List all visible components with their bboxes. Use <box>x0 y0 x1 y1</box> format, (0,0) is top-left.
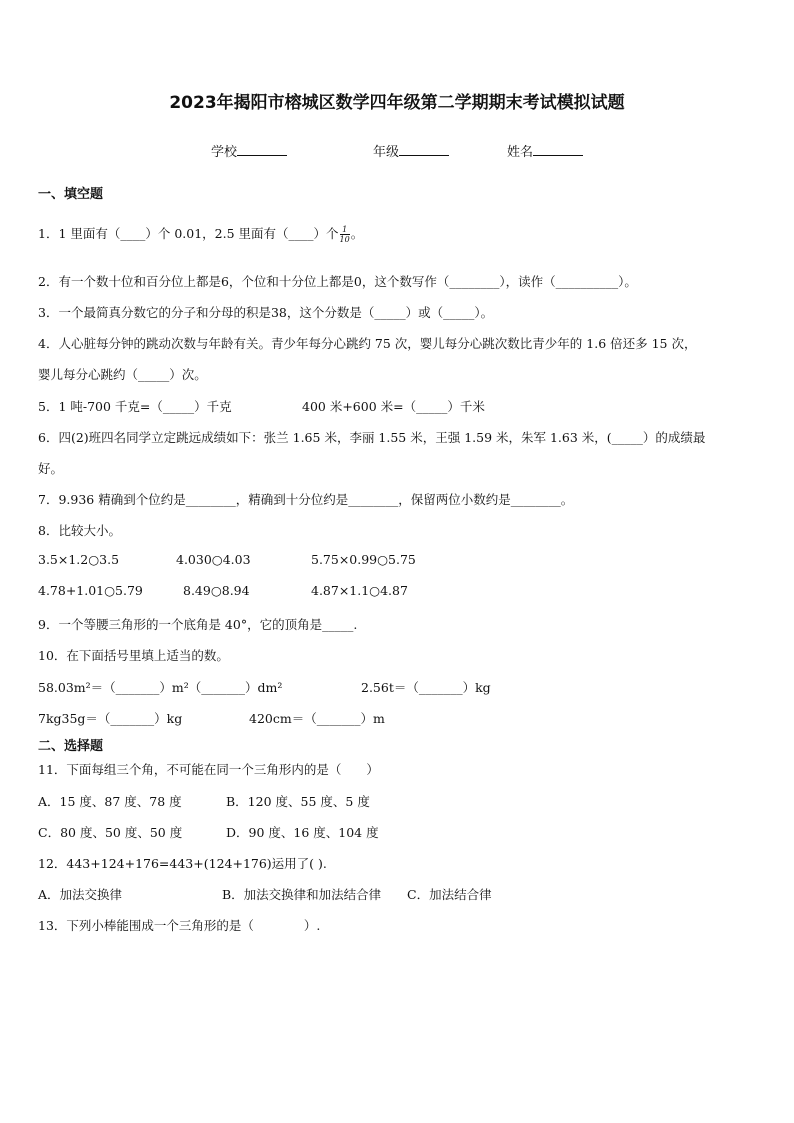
option-11-d: D．90 度、16 度、104 度 <box>226 825 379 840</box>
name-label: 姓名 <box>507 145 534 160</box>
question-12: 12．443+124+176=443+(124+176)运用了( ). <box>38 856 327 871</box>
option-11-c: C．80 度、50 度、50 度 <box>38 825 183 840</box>
question-10-item: 7kg35g＝（_______）kg <box>38 711 183 726</box>
name-blank[interactable] <box>533 143 583 156</box>
question-10-item: 420cm＝（_______）m <box>249 711 385 726</box>
fraction-numerator: 1 <box>340 225 350 235</box>
question-5-part-b: 400 米+600 米=（_____）千米 <box>302 399 485 414</box>
option-11-a: A．15 度、87 度、78 度 <box>38 794 182 809</box>
compare-item: 4.87×1.1○4.87 <box>311 583 408 598</box>
question-10: 10．在下面括号里填上适当的数。 <box>38 648 229 663</box>
grade-label: 年级 <box>373 145 400 160</box>
fraction-one-tenth <box>340 225 350 244</box>
compare-item: 4.030○4.03 <box>176 552 251 567</box>
option-12-b: B．加法交换律和加法结合律 <box>222 887 382 902</box>
compare-item: 8.49○8.94 <box>183 583 250 598</box>
question-4-line-2: 婴儿每分心跳约（_____）次。 <box>38 367 207 382</box>
question-10-item: 58.03m²＝（_______）m²（_______）dm² <box>38 680 283 695</box>
option-12-a: A．加法交换律 <box>38 887 123 902</box>
question-2: 2．有一个数十位和百分位上都是6，个位和十分位上都是0，这个数写作（________），读作（__________）。 <box>38 274 637 289</box>
compare-item: 4.78+1.01○5.79 <box>38 583 143 598</box>
page-title: 2023年揭阳市榕城区数学四年级第二学期期末考试模拟试题 <box>169 93 625 113</box>
option-11-b: B．120 度、55 度、5 度 <box>226 794 370 809</box>
section-heading-fill-blank: 一、填空题 <box>38 187 104 202</box>
question-3: 3．一个最简真分数它的分子和分母的积是38，这个分数是（_____）或（_____）。 <box>38 305 494 320</box>
school-label: 学校 <box>211 145 238 160</box>
question-1-text: 1．1 里面有（____）个 0.01，2.5 里面有（____）个 <box>38 226 339 241</box>
student-info-row <box>0 141 794 159</box>
compare-item: 3.5×1.2○3.5 <box>38 552 120 567</box>
question-10-item: 2.56t＝（_______）kg <box>361 680 491 695</box>
question-13: 13．下列小棒能围成一个三角形的是（ ）. <box>38 918 321 933</box>
question-6-line-1: 6．四(2)班四名同学立定跳远成绩如下：张兰 1.65 米，李丽 1.55 米，王强 1.59 米，朱军 1.63 米，(_____）的成绩最 <box>38 430 706 445</box>
school-field <box>211 141 287 160</box>
name-field <box>507 141 583 160</box>
question-7: 7．9.936 精确到个位约是________，精确到十分位约是________，保留两位小数约是________。 <box>38 492 574 507</box>
section-heading-choice: 二、选择题 <box>38 739 104 754</box>
compare-item: 5.75×0.99○5.75 <box>311 552 416 567</box>
question-6-line-2: 好。 <box>38 461 64 476</box>
question-5-part-a: 5．1 吨-700 千克=（_____）千克 <box>38 399 232 414</box>
school-blank[interactable] <box>237 143 287 156</box>
question-8: 8．比较大小。 <box>38 523 121 538</box>
question-4-line-1: 4．人心脏每分钟的跳动次数与年龄有关。青少年每分心跳约 75 次，婴儿每分心跳次数比青少年的 1.6 倍还多 15 次， <box>38 336 697 351</box>
question-1-end: 。 <box>350 226 364 241</box>
fraction-denominator: 10 <box>339 235 350 244</box>
grade-field <box>373 141 449 160</box>
grade-blank[interactable] <box>399 143 449 156</box>
question-9: 9．一个等腰三角形的一个底角是 40°，它的顶角是_____. <box>38 617 358 632</box>
option-12-c: C．加法结合律 <box>407 887 492 902</box>
question-1 <box>38 224 363 244</box>
question-11: 11．下面每组三个角，不可能在同一个三角形内的是（ ） <box>38 762 379 777</box>
